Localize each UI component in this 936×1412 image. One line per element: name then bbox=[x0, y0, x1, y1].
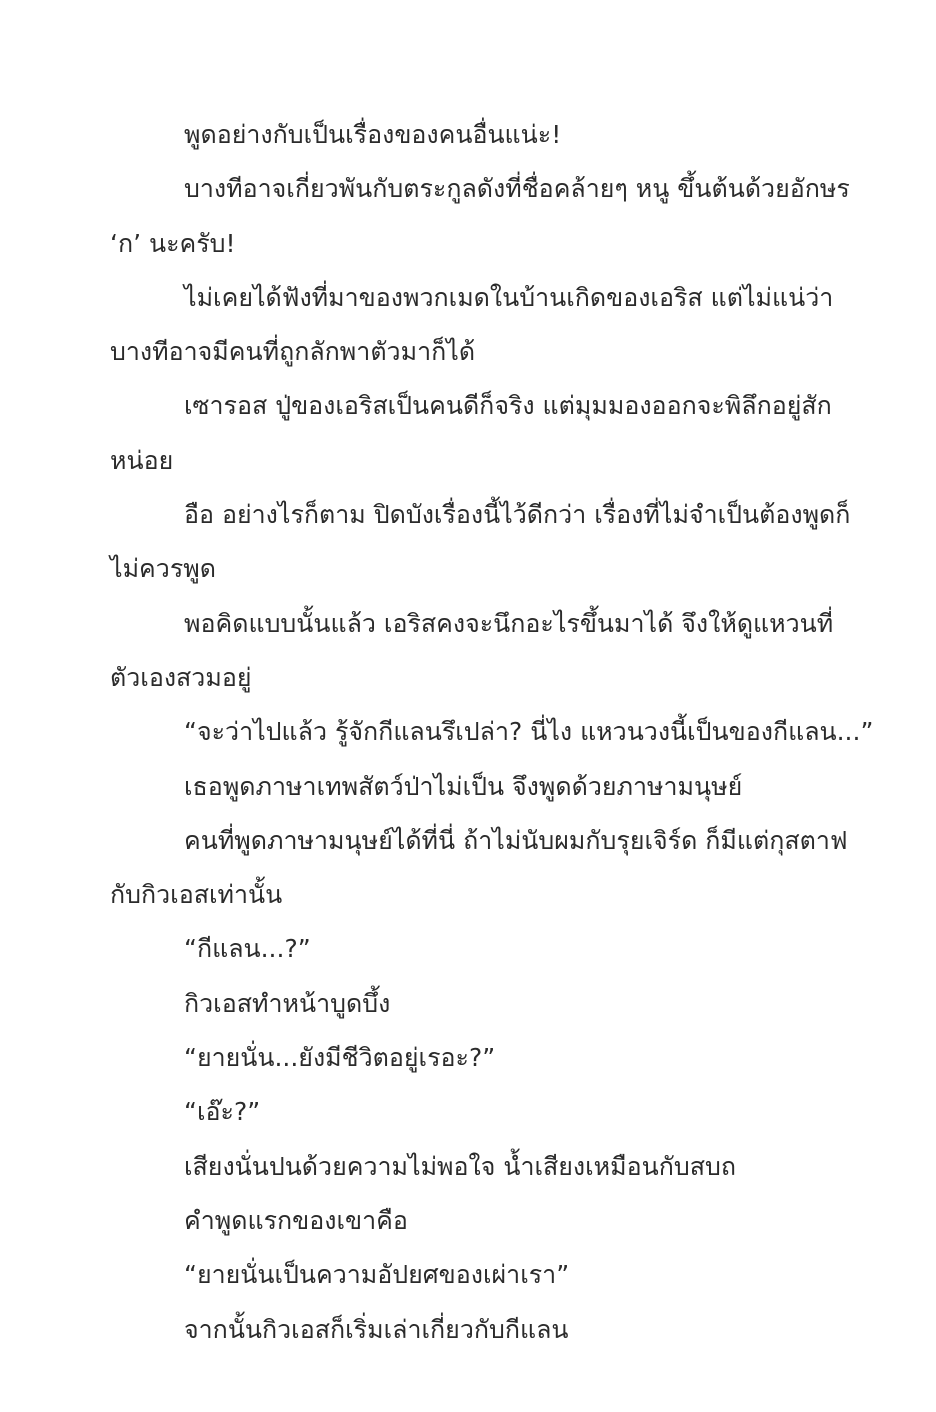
text-line: “ยายนั่น...ยังมีชีวิตอยู่เรอะ?” bbox=[184, 1043, 496, 1073]
text-line: ไม่เคยได้ฟังที่มาของพวกเมดในบ้านเกิดของเอริส แต่ไม่แน่ว่า bbox=[184, 282, 834, 312]
text-line: อือ อย่างไรก็ตาม ปิดบังเรื่องนี้ไว้ดีกว่า เรื่องที่ไม่จำเป็นต้องพูดก็ bbox=[184, 500, 851, 530]
text-line: จากนั้นกิวเอสก็เริ่มเล่าเกี่ยวกับกีแลน bbox=[184, 1314, 569, 1344]
text-line: ไม่ควรพูด bbox=[110, 554, 216, 584]
text-line: บางทีอาจมีคนที่ถูกลักพาตัวมาก็ได้ bbox=[110, 337, 476, 367]
text-line: พูดอย่างกับเป็นเรื่องของคนอื่นแน่ะ! bbox=[184, 120, 562, 149]
text-line: เธอพูดภาษาเทพสัตว์ป่าไม่เป็น จึงพูดด้วยภาษามนุษย์ bbox=[184, 771, 743, 801]
text-line: เสียงนั่นปนด้วยความไม่พอใจ น้ำเสียงเหมือนกับสบถ bbox=[184, 1151, 737, 1181]
text-line: พอคิดแบบนั้นแล้ว เอริสคงจะนึกอะไรขึ้นมาได้ จึงให้ดูแหวนที่ bbox=[184, 608, 834, 638]
text-line: กิวเอสทำหน้าบูดบึ้ง bbox=[184, 988, 391, 1018]
text-line: ตัวเองสวมอยู่ bbox=[110, 662, 252, 692]
text-line: คนที่พูดภาษามนุษย์ได้ที่นี่ ถ้าไม่นับผมกับรุยเจิร์ด ก็มีแต่กุสตาฟ bbox=[184, 825, 848, 855]
body-text bbox=[110, 108, 874, 1357]
text-line: “ยายนั่นเป็นความอัปยศของเผ่าเรา” bbox=[184, 1260, 570, 1290]
text-line: หน่อย bbox=[110, 445, 174, 475]
text-line: เซารอส ปู่ของเอริสเป็นคนดีก็จริง แต่มุมมองออกจะพิลึกอยู่สัก bbox=[184, 391, 832, 421]
text-line: คำพูดแรกของเขาคือ bbox=[184, 1205, 408, 1235]
text-line: บางทีอาจเกี่ยวพันกับตระกูลดังที่ชื่อคล้ายๆ หนู ขึ้นต้นด้วยอักษร bbox=[184, 174, 850, 204]
text-line: “เอ๊ะ?” bbox=[184, 1097, 261, 1127]
text-line: กับกิวเอสเท่านั้น bbox=[110, 880, 283, 910]
text-line: “กีแลน...?” bbox=[184, 934, 311, 964]
text-line: ‘ก’ นะครับ! bbox=[110, 228, 236, 258]
text-line: “จะว่าไปแล้ว รู้จักกีแลนรึเปล่า? นี่ไง แหวนวงนี้เป็นของกีแลน...” bbox=[184, 717, 874, 747]
